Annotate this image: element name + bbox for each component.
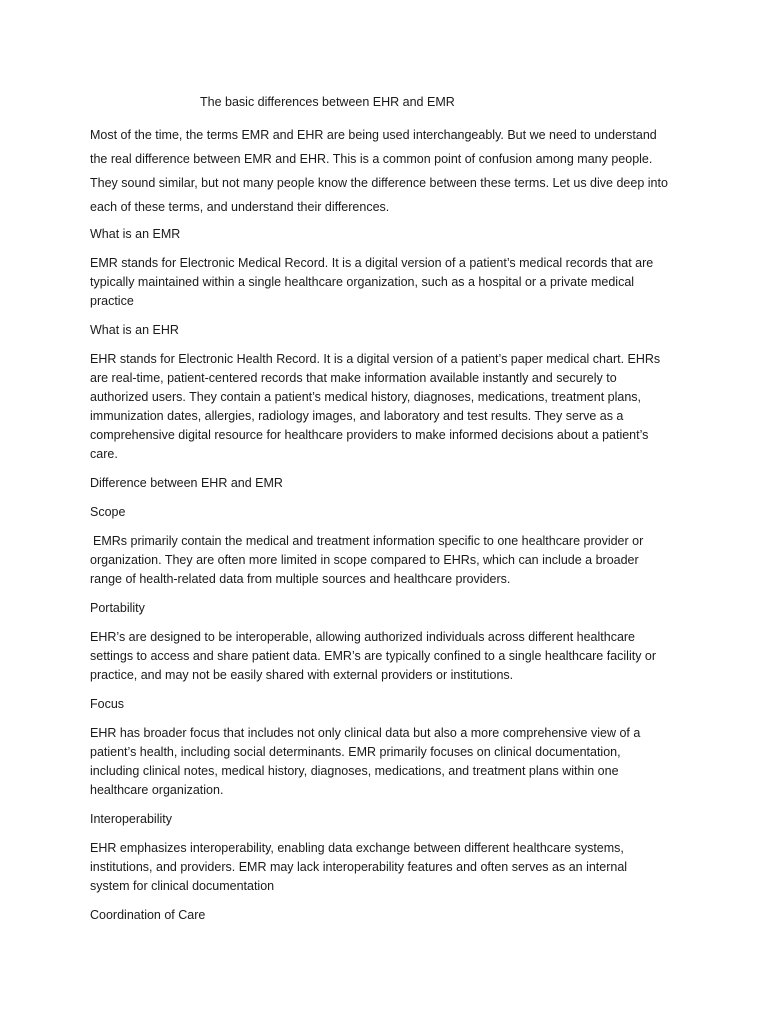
document-title: The basic differences between EHR and EMR: [200, 95, 455, 109]
intro-paragraph: Most of the time, the terms EMR and EHR are being used interchangeably. But we need to understand the real difference between EMR and EHR. This is a common point of confusion among many people. They sound similar, but not many people know the difference between these terms. Let us dive deep into each of these terms, and understand their differences.: [90, 128, 668, 214]
portability-heading: Portability: [90, 601, 145, 615]
ehr-heading: What is an EHR: [90, 323, 179, 337]
interoperability-heading: Interoperability: [90, 812, 172, 826]
emr-heading: What is an EMR: [90, 227, 181, 241]
emr-paragraph: EMR stands for Electronic Medical Record. It is a digital version of a patient’s medical records that are typically maintained within a single healthcare organization, such as a hospital or a private medical practice: [90, 256, 654, 308]
focus-heading: Focus: [90, 697, 125, 711]
scope-paragraph: EMRs primarily contain the medical and treatment information specific to one healthcare provider or organization. They are often more limited in scope compared to EHRs, which can include a broader range of health-related data from multiple sources and healthcare providers.: [90, 534, 644, 586]
scope-heading: Scope: [90, 505, 126, 519]
interoperability-paragraph: EHR emphasizes interoperability, enabling data exchange between different healthcare systems, institutions, and providers. EMR may lack interoperability features and often serves as an internal system for clinical documentation: [90, 841, 628, 893]
ehr-paragraph: EHR stands for Electronic Health Record. It is a digital version of a patient’s paper medical chart. EHRs are real-time, patient-centered records that make information available instantly and securely to authorized users. They contain a patient’s medical history, diagnoses, medications, treatment plans, immunization dates, allergies, radiology images, and laboratory and test results. They serve as a comprehensive digital resource for healthcare providers to make informed decisions about a patient’s care.: [90, 352, 661, 461]
focus-paragraph: EHR has broader focus that includes not only clinical data but also a more comprehensive view of a patient’s health, including social determinants. EMR primarily focuses on clinical documentation, including clinical notes, medical history, diagnoses, medications, and treatment plans within one healthcare organization.: [90, 726, 641, 797]
portability-paragraph: EHR’s are designed to be interoperable, allowing authorized individuals across different healthcare settings to access and share patient data. EMR’s are typically confined to a single healthcare facility or practice, and may not be easily shared with external providers or institutions.: [90, 630, 657, 682]
coordination-heading: Coordination of Care: [90, 908, 206, 922]
difference-heading: Difference between EHR and EMR: [90, 476, 283, 490]
